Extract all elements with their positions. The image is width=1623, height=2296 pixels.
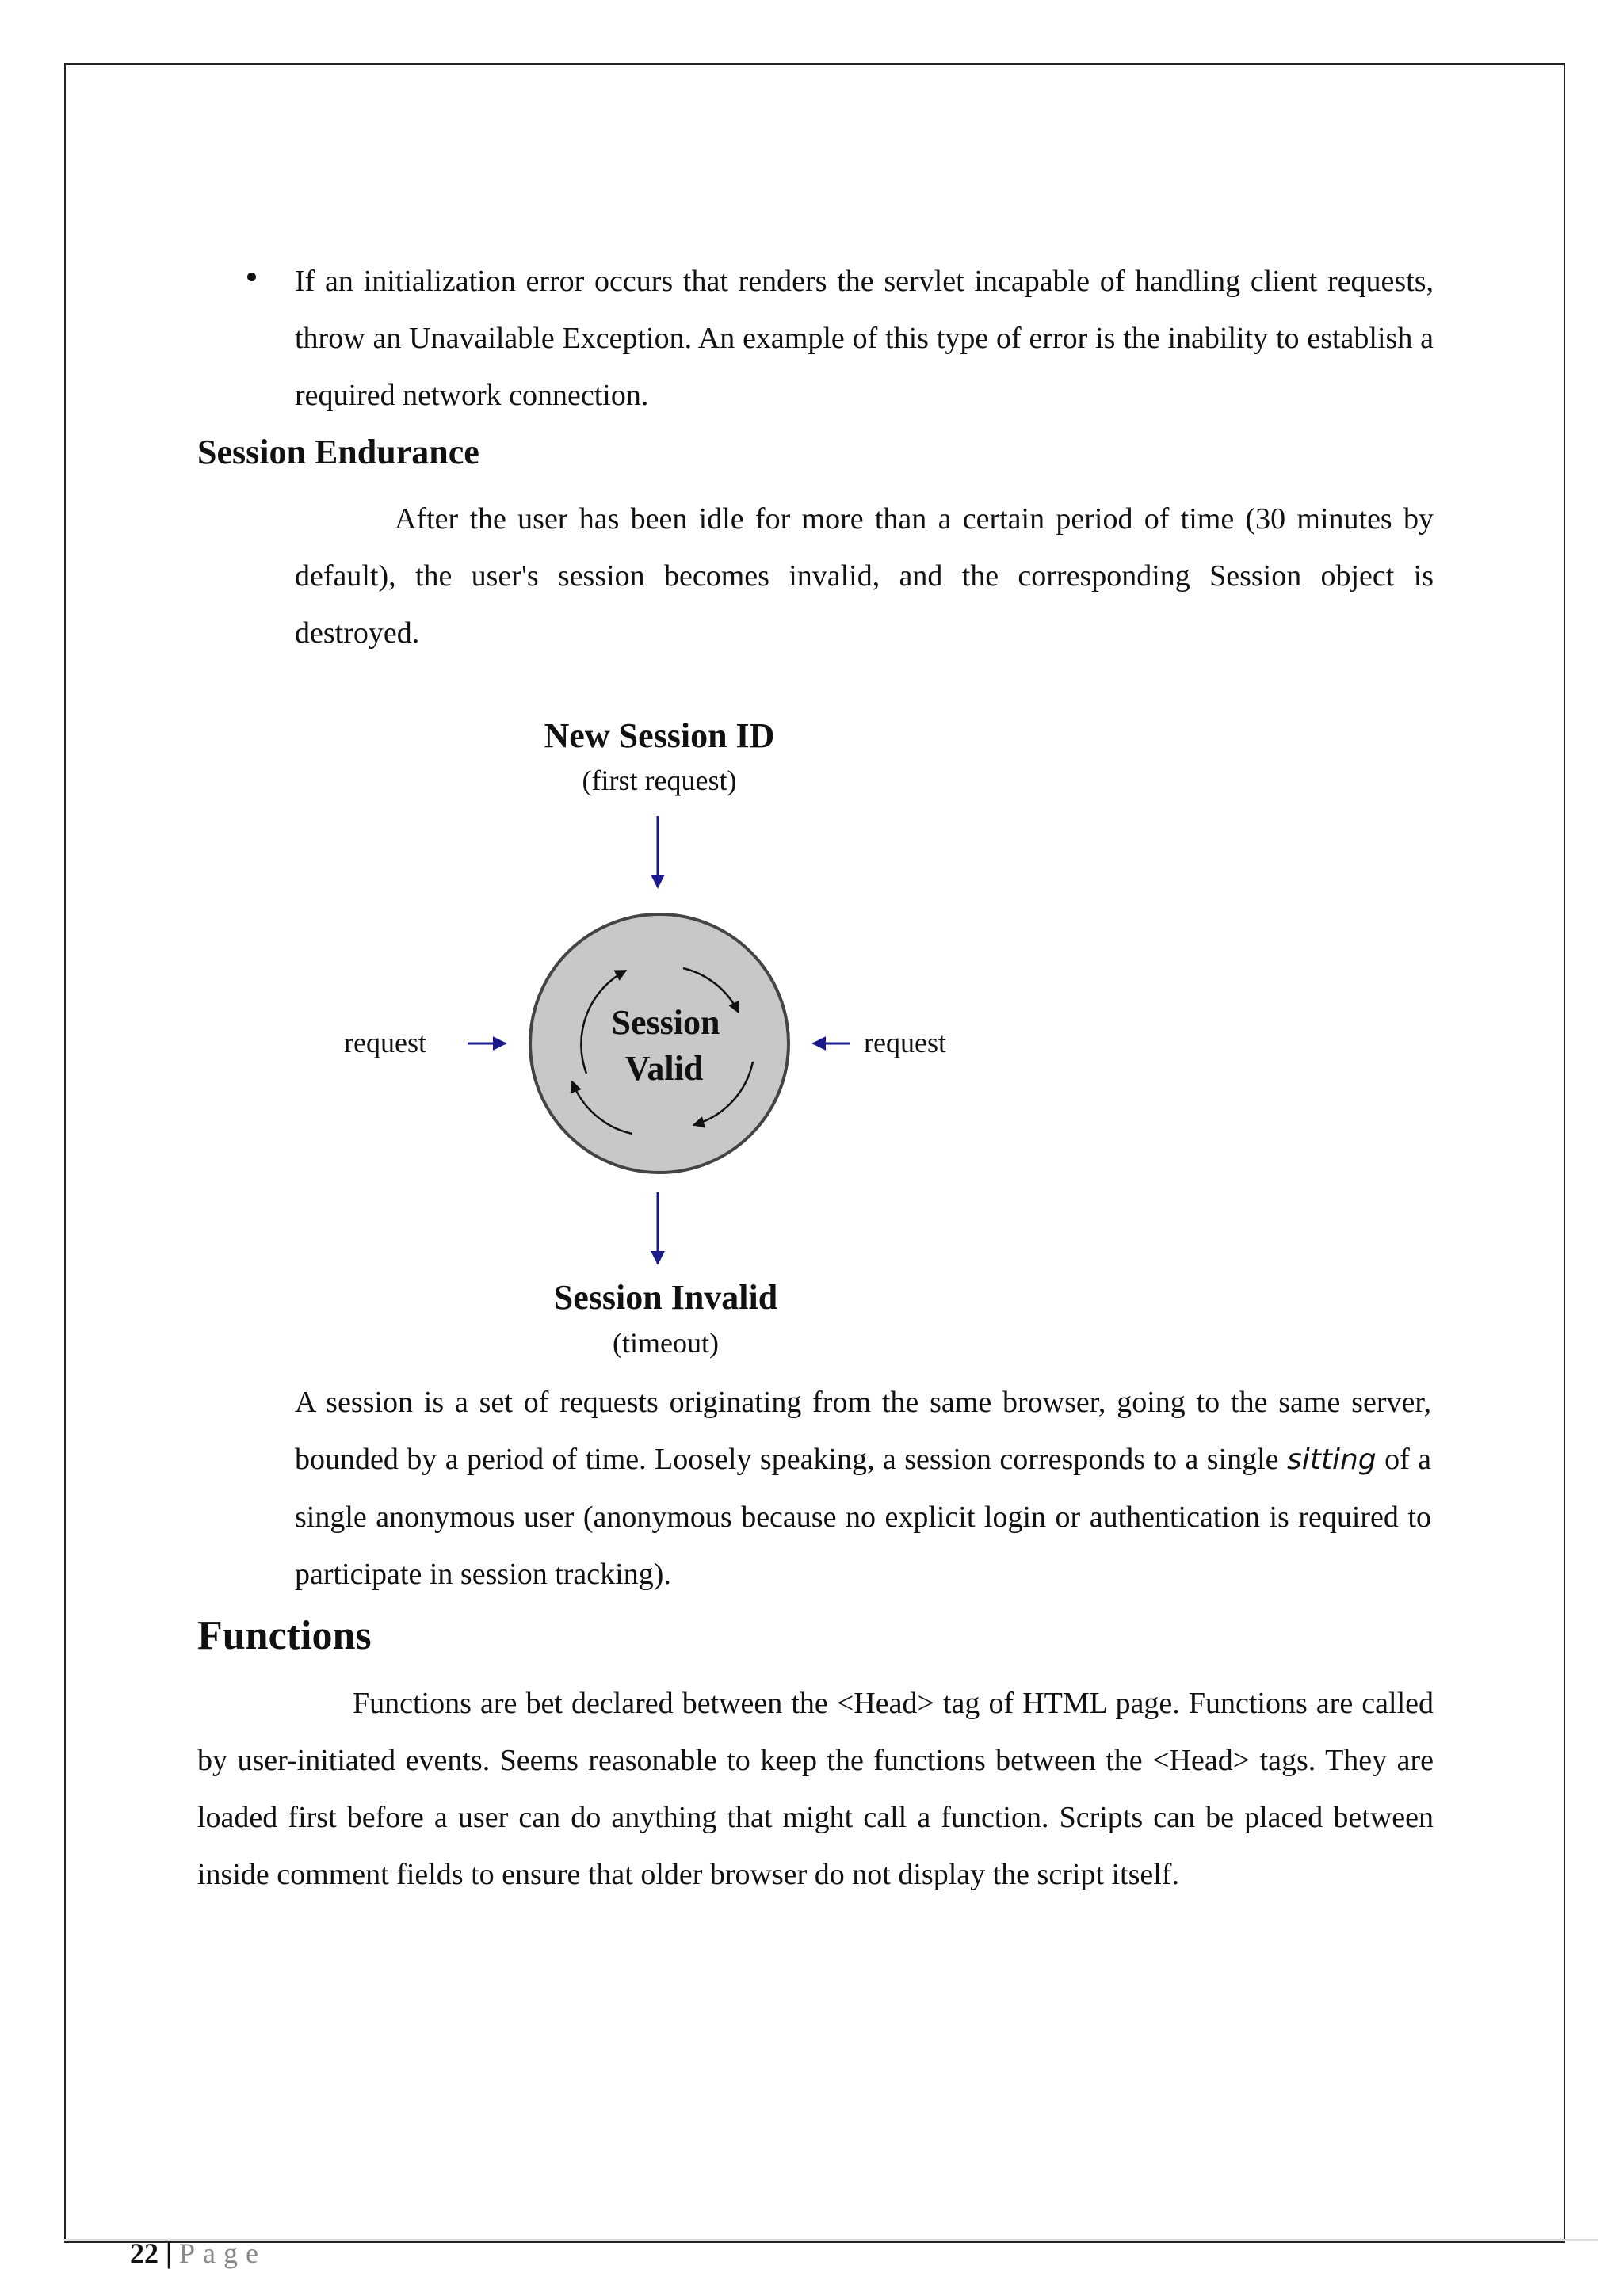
diagram-left-label: request <box>344 1027 426 1058</box>
diagram-top-subtitle: (first request) <box>582 765 737 796</box>
session-definition-part2: of a single anonymous user (anonymous because no explicit login or authentication is required to participate in session tracking). <box>295 1443 1432 1591</box>
session-endurance-paragraph: After the user has been idle for more than a certain period of time (30 minutes by default), the user's session becomes invalid, and the corresponding Session object is destroyed. <box>295 502 1434 650</box>
functions-heading: Functions <box>197 1613 372 1658</box>
diagram-center-line2: Valid <box>624 1049 704 1088</box>
session-endurance-heading: Session Endurance <box>197 433 479 471</box>
diagram-top-title: New Session ID <box>544 716 775 755</box>
footer-separator: | <box>166 2237 172 2269</box>
diagram-right-label: request <box>864 1027 946 1058</box>
diagram-bottom-title: Session Invalid <box>553 1278 778 1317</box>
functions-paragraph: Functions are bet declared between the <Head> tag of HTML page. Functions are called by user-initiated events. Seems reasonable to keep the functions between the <Head> tags. They are loaded first before a user can do anything that might call a function. Scripts can be placed between inside comment fields to ensure that older browser do not display the script itself. <box>197 1687 1434 1891</box>
session-definition-part1: A session is a set of requests originating from the same browser, going to the same server, bounded by a period of time. Loosely speaking, a session corresponds to a single <box>295 1386 1431 1476</box>
session-valid-circle <box>530 914 789 1173</box>
session-definition-italic: sitting <box>1286 1444 1377 1476</box>
page-footer <box>130 2236 266 2271</box>
session-lifecycle-diagram <box>333 701 983 1375</box>
session-definition-paragraph <box>295 1374 1431 1603</box>
diagram-center-line1: Session <box>611 1003 720 1042</box>
bullet-icon <box>247 273 256 281</box>
bullet-text: If an initialization error occurs that renders the servlet incapable of handling client requests, throw an Unavailable Exception. An example of this type of error is the inability to establish a required network connection. <box>295 265 1434 412</box>
footer-divider <box>64 2239 1598 2241</box>
page-number: 22 <box>130 2237 158 2269</box>
diagram-bottom-subtitle: (timeout) <box>613 1327 719 1359</box>
page-label: Page <box>178 2237 266 2269</box>
